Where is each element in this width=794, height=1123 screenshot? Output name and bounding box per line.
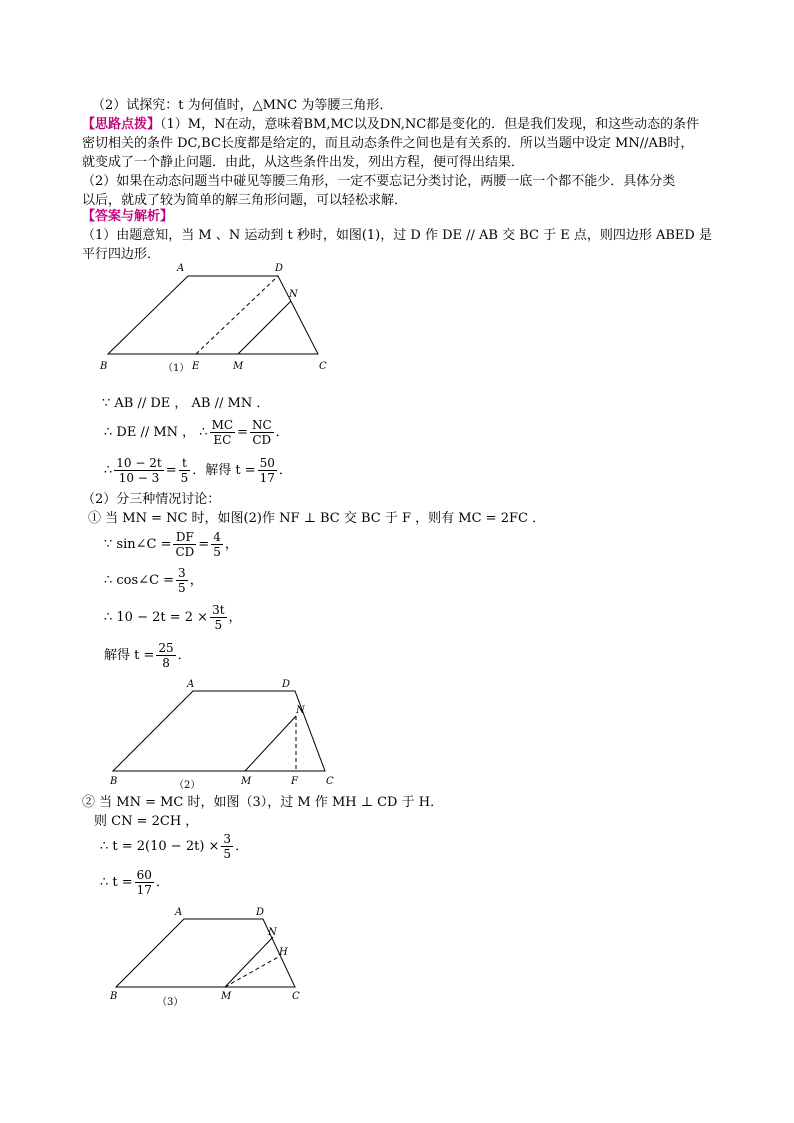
- fraction-4-5: [211, 530, 223, 559]
- label-a: A: [175, 907, 183, 918]
- fraction-den: 5: [213, 545, 221, 559]
- fraction-den: 17: [136, 883, 152, 897]
- fraction-num: 50: [259, 456, 275, 470]
- solution-line-2: 平行四边形．: [82, 247, 161, 262]
- fraction-3-5: [176, 566, 188, 595]
- label-d: D: [256, 907, 265, 918]
- text-segment: ，: [228, 610, 242, 625]
- trapezoid-1: [108, 276, 318, 354]
- question-part2: （2）试探究：t 为何值时，△MNC 为等腰三角形．: [92, 98, 393, 113]
- fraction-num: NC: [251, 418, 272, 432]
- answer-heading: 【答案与解析】: [82, 209, 174, 224]
- case-2-equation: [100, 832, 248, 861]
- case-1-line: ① 当 MN = NC 时，如图(2)作 NF ⊥ BC 交 BC 于 F ，则有 MC = 2FC ．: [88, 511, 546, 526]
- case-2-cn: 则 CN = 2CH ，: [94, 814, 199, 829]
- figure-2: [105, 675, 350, 793]
- fraction-answer-1: [258, 456, 277, 485]
- solution-line-3: ∵ AB // DE ， AB // MN ．: [102, 396, 270, 411]
- fraction-den: 5: [178, 581, 186, 595]
- fraction-num: MC: [211, 418, 234, 432]
- label-a: A: [187, 679, 195, 690]
- equals-sign: =: [198, 537, 210, 552]
- text-segment: ．: [275, 425, 289, 440]
- hint-line-1: [82, 115, 699, 134]
- case-2-answer: [100, 868, 169, 897]
- fraction-den: CD: [252, 433, 272, 447]
- fraction-num: 3t: [212, 603, 225, 617]
- fraction-num: 10 − 2t: [116, 456, 162, 470]
- hint-text-1: （1）M，N在动，意味着BM,MC以及DN,NC都是变化的．但是我们发现，和这些动态的条件: [160, 117, 700, 132]
- label-c: C: [326, 776, 334, 787]
- fraction-rhs: [179, 456, 191, 485]
- fraction-den: 5: [214, 618, 223, 632]
- label-f: F: [291, 776, 298, 787]
- fraction-num: 25: [158, 641, 174, 655]
- figure-3-caption: （3）: [157, 997, 184, 1008]
- label-m: M: [221, 991, 232, 1002]
- text-segment: ∴ DE // MN ， ∴: [104, 425, 208, 440]
- case-1-answer: [104, 641, 191, 670]
- label-c: C: [292, 991, 300, 1002]
- label-b: B: [110, 776, 118, 787]
- solution-line-5: [104, 456, 292, 485]
- hint-line-4: （2）如果在动态问题当中碰见等腰三角形，一定不要忘记分类讨论，两腰一底一个都不能少．具体分类: [82, 174, 676, 189]
- fraction-num: 60: [136, 868, 152, 882]
- case-2-line: ② 当 MN = MC 时，如图（3），过 M 作 MH ⊥ CD 于 H．: [82, 795, 444, 810]
- dashed-de: [196, 276, 278, 354]
- fraction-3-5: [221, 832, 233, 861]
- fraction-25-8: [156, 641, 175, 670]
- trapezoid-2: [113, 691, 325, 771]
- segment-mn: [245, 716, 296, 771]
- solution-line-4: [104, 418, 289, 447]
- text-segment: ．: [155, 875, 169, 890]
- hint-line-5: 以后，就成了较为简单的解三角形问题，可以轻松求解．: [82, 193, 408, 208]
- fraction-den: 10 − 3: [118, 471, 160, 485]
- fraction-mc-ec: [210, 418, 235, 447]
- label-e: E: [192, 361, 200, 372]
- text-segment: ．: [278, 463, 292, 478]
- segment-mn: [238, 301, 291, 354]
- figure-1: [95, 258, 335, 373]
- segment-mn: [225, 937, 273, 987]
- label-m: M: [241, 776, 252, 787]
- hint-line-3: 就变成了一个静止问题．由此，从这些条件出发，列出方程，便可得出结果．: [82, 155, 525, 170]
- text-segment: ∴ cos∠C =: [104, 573, 175, 588]
- fraction-num: 3: [178, 566, 186, 580]
- fraction-df-cd: [173, 530, 196, 559]
- fraction-num: 4: [213, 530, 221, 544]
- fraction-nc-cd: [250, 418, 274, 447]
- solution-line-6: （2）分三种情况讨论：: [82, 492, 221, 507]
- label-n: N: [268, 927, 277, 938]
- label-c: C: [319, 361, 327, 372]
- case-1-cos: [104, 566, 203, 595]
- equals-sign: =: [165, 463, 177, 478]
- text-segment: ，: [224, 537, 238, 552]
- equals-sign: =: [237, 425, 248, 440]
- label-d: D: [282, 679, 291, 690]
- fraction-3t-5: [210, 603, 226, 632]
- fraction-den: 8: [162, 656, 170, 670]
- text-segment: 解得 t =: [104, 648, 155, 663]
- label-d: D: [275, 263, 284, 274]
- fraction-den: 5: [223, 847, 232, 861]
- fraction-den: EC: [213, 433, 232, 447]
- fraction-num: DF: [173, 530, 196, 545]
- label-b: B: [110, 991, 118, 1002]
- label-a: A: [177, 263, 185, 274]
- dashed-mh: [225, 956, 280, 987]
- case-1-equation: [104, 603, 242, 632]
- solution-line-1: （1）由题意知，当 M 、N 运动到 t 秒时，如图(1)，过 D 作 DE // AB 交 BC 于 E 点，则四边形 ABED 是: [82, 228, 712, 243]
- text-segment: ∵ sin∠C =: [104, 537, 172, 552]
- label-m: M: [233, 361, 244, 372]
- fraction-den: CD: [175, 545, 195, 559]
- hint-line-2: 密切相关的条件 DC,BC长度都是给定的，而且动态条件之间也是有关系的．所以当题中设定 MN//AB时，: [82, 136, 694, 151]
- figure-3: [105, 903, 315, 1013]
- fraction-num: 3: [223, 832, 232, 846]
- text-segment: ．: [235, 839, 249, 854]
- text-segment: ∴ t = 2(10 − 2t) ×: [100, 839, 220, 854]
- label-b: B: [100, 361, 108, 372]
- label-h: H: [279, 947, 288, 958]
- figure-2-caption: （2）: [174, 780, 201, 791]
- text-segment: ，: [189, 573, 203, 588]
- case-1-sin: [104, 530, 238, 559]
- text-segment: ∴: [104, 463, 113, 478]
- fraction-den: 17: [259, 471, 275, 485]
- fraction-lhs: [114, 456, 163, 485]
- text-segment: ．解得 t =: [192, 463, 256, 478]
- hint-heading: 【思路点拨】: [82, 117, 161, 132]
- label-n: N: [296, 705, 305, 716]
- figure-1-caption: （1）: [163, 363, 190, 374]
- text-segment: ．: [177, 648, 191, 663]
- text-segment: ∴ t =: [100, 875, 133, 890]
- label-n: N: [289, 289, 298, 300]
- fraction-60-17: [135, 868, 154, 897]
- text-segment: ∴ 10 − 2t = 2 ×: [104, 610, 209, 625]
- fraction-num: t: [179, 456, 191, 471]
- fraction-den: 5: [180, 471, 189, 485]
